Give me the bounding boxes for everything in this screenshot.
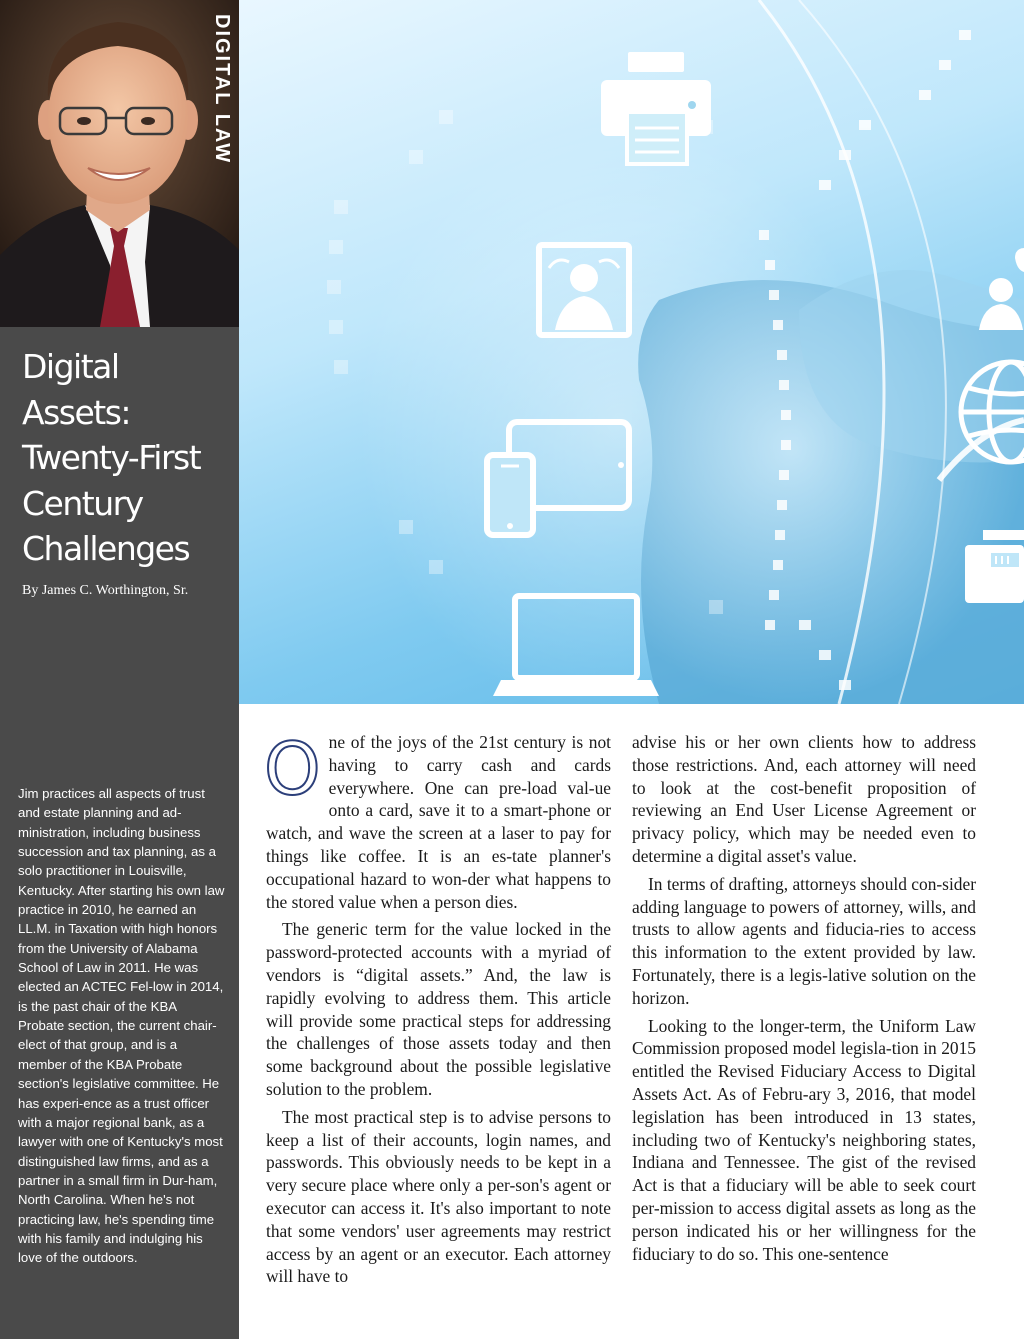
byline: By James C. Worthington, Sr.	[22, 583, 189, 598]
section-tag-label: DIGITAL LAW	[211, 14, 233, 165]
hero-illustration	[239, 0, 1024, 704]
paragraph: Looking to the longer-term, the Uniform Law Commission proposed model legisla-tion in 2015 entitled the Revised Fiduciary Access to Digital Assets Act. As of Febru-ary 3, 2016, that model legislation has been introduced in 13 states, including two of Kentucky's neighboring states, Indiana and Tennessee. The gist of the revised Act is that a fiduciary will be able to seek court per-mission to access digital assets as long as the person indicated his or her willingness for the fiduciary to do so. This one-sentence	[632, 1015, 976, 1264]
paragraph: In terms of drafting, attorneys should con-sider adding language to powers of attorney, wills, and trusts to allow agents and fiducia-ries to access this information to the extent provided by law. Fortunately, there is a legis-lative solution on the horizon.	[632, 873, 976, 1008]
title-line: Century	[22, 483, 143, 523]
paragraph-text: ne of the joys of the 21st century is not having to carry cash and cards everywhere. One can pre-load val-ue onto a card, save it to a smart-phone or watch, and wave the screen at a laser to pay for things like coffee. It is an es-tate planner's occupational hazard to won-der what happens to the stored value when a person dies.	[266, 732, 611, 912]
article-column-2	[632, 731, 976, 1265]
title-line: Digital	[22, 347, 119, 386]
paragraph: advise his or her own clients how to address those restrictions. And, each attorney will need to look at the cost-benefit proposition of reviewing an End User License Agreement or privacy policy, which may be needed even to determine a digital asset's value.	[632, 732, 976, 866]
author-bio: Jim practices all aspects of trust and estate planning and ad-ministration, including business succession and tax planning, as a solo practitioner in Louisville, Kentucky. After starting his own law practice in 2010, he earned an LL.M. in Taxation with high honors from the University of Alabama School of Law in 2011. He was elected an ACTEC Fel-low in 2014, is the past chair of the KBA Probate section, the current chair-elect of that group, and is a member of the KBA Probate section's legislative committee. He has experi-ence as a trust officer with a major regional bank, as a lawyer with one of Kentucky's most distinguished law firms, and as a partner in a small firm in Dur-ham, North Carolina. When he's not practicing law, he's spending time with his family and indulging his love of the outdoors.	[18, 786, 225, 1266]
paragraph: The generic term for the value locked in the password-protected accounts with a myriad of vendors is “digital assets.” And, the law is rapidly evolving to address them. This article will provide some practical steps for addressing the challenges of those assets today and then some background about the possible legislative solution to the problem.	[266, 919, 611, 1099]
paragraph	[264, 727, 611, 913]
drop-cap: O	[264, 727, 321, 811]
title-line: Assets:	[22, 392, 131, 432]
section-tag	[205, 14, 235, 164]
article-column-1	[264, 727, 611, 1288]
paragraph: The most practical step is to advise persons to keep a list of their accounts, login names, and passwords. This obviously needs to be kept in a very secure place where only a per-son's agent or executor can access it. It's also important to note that some vendors' user agreements may restrict access by an agent or an executor. Each attorney will have to	[266, 1106, 611, 1287]
article-title	[22, 344, 234, 572]
sidebar	[0, 0, 239, 1339]
title-line: Twenty-First	[22, 438, 201, 477]
author-portrait	[0, 0, 239, 327]
title-line: Challenges	[22, 529, 190, 568]
